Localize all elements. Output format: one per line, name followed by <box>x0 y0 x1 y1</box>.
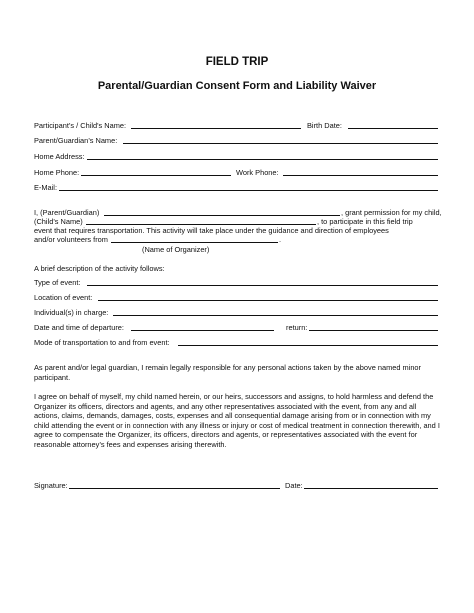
volunteers-text: and/or volunteers from <box>34 235 108 244</box>
return-label: return: <box>286 323 308 332</box>
event-location-field[interactable] <box>98 300 438 301</box>
activity-intro: A brief description of the activity follows: <box>34 264 165 273</box>
transport-text: event that requires transportation. This activity will take place under the guidance and direction of employees <box>34 226 389 235</box>
event-type-field[interactable] <box>87 285 438 286</box>
child-consent-label: (Child’s Name) <box>34 217 83 226</box>
return-field[interactable] <box>309 330 438 331</box>
event-type-label: Type of event: <box>34 278 81 287</box>
waiver-paragraph: I agree on behalf of myself, my child named herein, or our heirs, successors and assigns, to hold harmless and defend the Organizer its officers, directors and agents, and any other representatives associated with the event, from any and all actions, claims, demands, damages, costs, expenses and all consequential damage arising from or in connection with my child attending the event or in connection with any illness or injury or cost of medical treatment in connection therewith, and I agree to compensate the Organizer, its officers, directors and agents, or representatives associated with the event for reasonable attorney’s fees and expenses arising therewith. <box>34 392 440 449</box>
email-field[interactable] <box>59 190 438 191</box>
guardian-consent-label: I, (Parent/Guardian) <box>34 208 100 217</box>
departure-field[interactable] <box>131 330 274 331</box>
form-subtitle: Parental/Guardian Consent Form and Liability Waiver <box>97 80 377 92</box>
email-label: E-Mail: <box>34 183 57 192</box>
responsibility-paragraph: As parent and/or legal guardian, I remain legally responsible for any personal actions taken by the above named minor participant. <box>34 363 422 382</box>
transportation-label: Mode of transportation to and from event: <box>34 338 170 347</box>
child-name-label: Participant’s / Child's Name: <box>34 121 127 130</box>
individuals-label: Individual(s) in charge: <box>34 308 109 317</box>
signature-label: Signature: <box>34 481 68 490</box>
organizer-caption: (Name of Organizer) <box>142 245 210 254</box>
signature-field[interactable] <box>69 488 280 489</box>
guardian-name-field[interactable] <box>123 143 438 144</box>
guardian-consent-field[interactable] <box>104 215 340 216</box>
child-consent-field[interactable] <box>86 224 316 225</box>
home-address-label: Home Address: <box>34 152 85 161</box>
child-name-field[interactable] <box>131 128 301 129</box>
transportation-field[interactable] <box>178 345 438 346</box>
work-phone-field[interactable] <box>283 175 438 176</box>
guardian-name-label: Parent/Guardian’s Name: <box>34 136 118 145</box>
home-phone-label: Home Phone: <box>34 168 80 177</box>
departure-label: Date and time of departure: <box>34 323 124 332</box>
date-label: Date: <box>285 481 303 490</box>
birth-date-field[interactable] <box>348 128 438 129</box>
date-field[interactable] <box>304 488 438 489</box>
period-text: . <box>279 235 282 244</box>
organizer-field[interactable] <box>111 242 278 243</box>
grant-permission-text: , grant permission for my child, <box>341 208 442 217</box>
participate-text: , to participate in this field trip <box>317 217 413 226</box>
work-phone-label: Work Phone: <box>236 168 279 177</box>
home-address-field[interactable] <box>87 159 438 160</box>
form-title: FIELD TRIP <box>205 56 269 68</box>
birth-date-label: Birth Date: <box>307 121 342 130</box>
individuals-field[interactable] <box>113 315 438 316</box>
home-phone-field[interactable] <box>81 175 231 176</box>
event-location-label: Location of event: <box>34 293 93 302</box>
